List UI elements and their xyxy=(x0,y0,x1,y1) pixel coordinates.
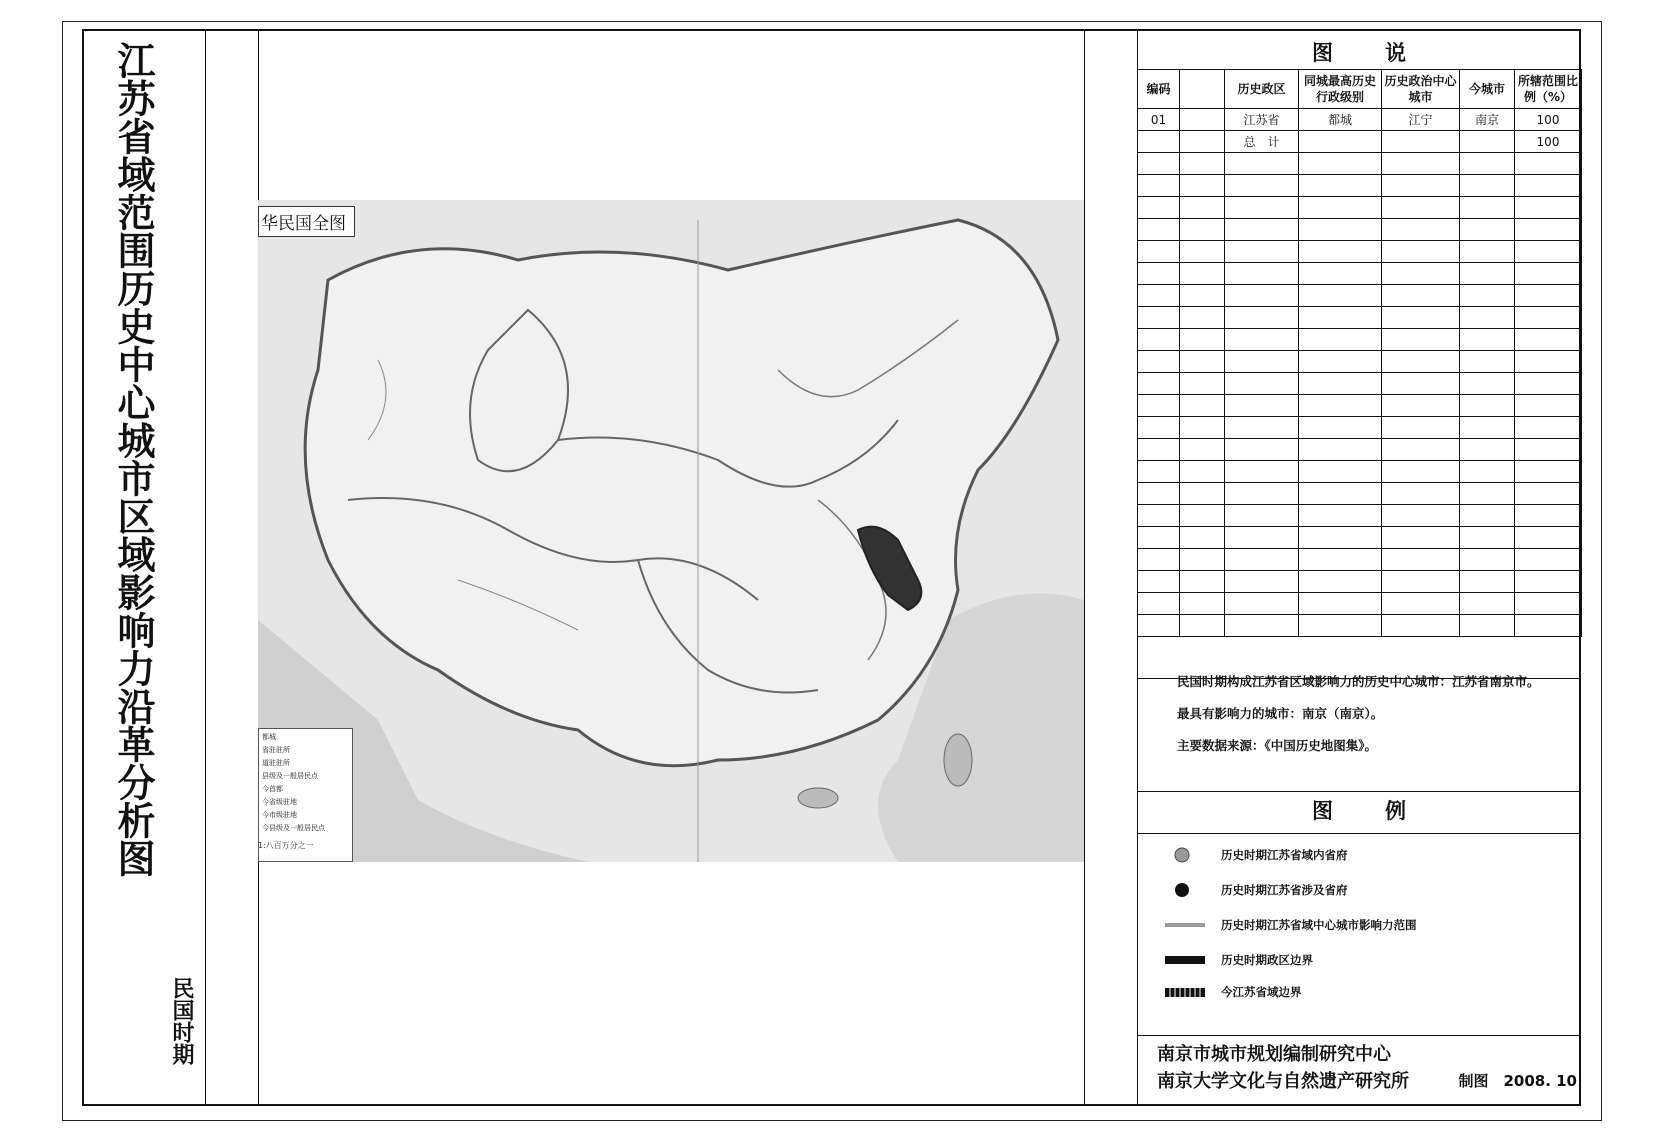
notes-section xyxy=(1177,666,1577,762)
table-cell xyxy=(1138,329,1180,351)
table-row xyxy=(1138,285,1582,307)
table-cell xyxy=(1299,483,1382,505)
table-cell xyxy=(1225,373,1299,395)
table-cell xyxy=(1138,351,1180,373)
table-cell xyxy=(1225,307,1299,329)
table-cell xyxy=(1138,461,1180,483)
table-cell xyxy=(1515,505,1582,527)
table-cell xyxy=(1138,373,1180,395)
map-scale: 1:八百万分之一 xyxy=(258,841,314,850)
header-cell: 同城最高历史行政级别 xyxy=(1299,70,1382,109)
table-cell xyxy=(1225,549,1299,571)
table-row xyxy=(1138,197,1582,219)
table-cell xyxy=(1225,483,1299,505)
table-cell xyxy=(1225,461,1299,483)
table-cell xyxy=(1299,307,1382,329)
table-row xyxy=(1138,439,1582,461)
table-cell xyxy=(1460,263,1515,285)
hatched-bar-icon xyxy=(1165,984,1205,1000)
table-cell xyxy=(1515,263,1582,285)
table-cell xyxy=(1225,175,1299,197)
table-cell xyxy=(1138,417,1180,439)
table-cell xyxy=(1138,549,1180,571)
table-cell: 都城 xyxy=(1299,109,1382,131)
table-row xyxy=(1138,351,1582,373)
table-cell xyxy=(1460,439,1515,461)
table-cell xyxy=(1460,373,1515,395)
table-cell xyxy=(1138,505,1180,527)
table-row xyxy=(1138,417,1582,439)
table-cell xyxy=(1299,527,1382,549)
table-cell xyxy=(1225,571,1299,593)
table-cell: 南京 xyxy=(1460,109,1515,131)
table-cell xyxy=(1299,263,1382,285)
table-cell xyxy=(1180,395,1225,417)
table-cell xyxy=(1138,131,1180,153)
table-cell xyxy=(1515,461,1582,483)
table-cell xyxy=(1460,285,1515,307)
table-cell xyxy=(1180,373,1225,395)
table-cell xyxy=(1138,395,1180,417)
table-cell xyxy=(1138,197,1180,219)
table-cell xyxy=(1299,219,1382,241)
note-line: 主要数据来源：《中国历史地图集》。 xyxy=(1177,738,1378,753)
table-cell xyxy=(1299,549,1382,571)
table-cell xyxy=(1382,263,1460,285)
table-cell xyxy=(1180,241,1225,263)
table-header-row xyxy=(1138,70,1582,109)
key-label: 历史时期政区边界 xyxy=(1221,953,1313,967)
map-legend-item: 省驻驻所 xyxy=(262,746,290,754)
note-line: 最具有影响力的城市：南京（南京）。 xyxy=(1177,706,1384,721)
table-cell xyxy=(1382,439,1460,461)
table-cell xyxy=(1180,351,1225,373)
table-cell xyxy=(1382,483,1460,505)
table-cell xyxy=(1382,527,1460,549)
table-cell xyxy=(1515,527,1582,549)
map-legend-item: 道驻驻所 xyxy=(262,759,290,767)
table-cell xyxy=(1460,329,1515,351)
map-title: 华民国全图 xyxy=(258,206,355,237)
table-row xyxy=(1138,373,1582,395)
table-row xyxy=(1138,219,1582,241)
table-cell xyxy=(1299,241,1382,263)
table-cell xyxy=(1225,395,1299,417)
key-title: 图例 xyxy=(1312,799,1458,823)
header-cell: 今城市 xyxy=(1460,70,1515,109)
table-cell xyxy=(1225,351,1299,373)
table-row xyxy=(1138,109,1582,131)
outer-border-left xyxy=(62,21,63,1120)
table-cell xyxy=(1138,241,1180,263)
table-cell xyxy=(1225,329,1299,351)
table-cell xyxy=(1460,505,1515,527)
map-legend-item: 今县级及一般居民点 xyxy=(262,824,325,832)
table-cell xyxy=(1460,175,1515,197)
table-cell xyxy=(1180,615,1225,637)
table-cell xyxy=(1299,197,1382,219)
table-cell xyxy=(1138,527,1180,549)
title-column xyxy=(82,29,205,1106)
table-cell xyxy=(1460,153,1515,175)
outer-border-top xyxy=(62,21,1602,22)
table-cell xyxy=(1460,549,1515,571)
table-cell xyxy=(1225,263,1299,285)
table-cell xyxy=(1382,373,1460,395)
table-cell xyxy=(1180,197,1225,219)
drawing-date: 制图 2008. 10 xyxy=(1458,1072,1577,1090)
table-cell xyxy=(1138,219,1180,241)
table-cell: 江苏省 xyxy=(1225,109,1299,131)
history-table xyxy=(1137,69,1582,637)
table-row xyxy=(1138,241,1582,263)
legend-title: 图说 xyxy=(1312,41,1458,65)
table-cell xyxy=(1180,593,1225,615)
table-cell xyxy=(1299,175,1382,197)
table-row xyxy=(1138,571,1582,593)
map-graphic xyxy=(258,200,1084,862)
table-cell xyxy=(1225,197,1299,219)
map-legend-item: 今市级驻地 xyxy=(262,811,297,819)
table-cell xyxy=(1460,615,1515,637)
table-cell xyxy=(1180,439,1225,461)
table-cell xyxy=(1382,241,1460,263)
table-cell xyxy=(1382,175,1460,197)
table-cell xyxy=(1299,131,1382,153)
table-cell xyxy=(1138,307,1180,329)
table-cell xyxy=(1382,571,1460,593)
table-cell xyxy=(1515,153,1582,175)
table-cell xyxy=(1180,571,1225,593)
table-cell xyxy=(1515,373,1582,395)
table-cell xyxy=(1225,285,1299,307)
table-row xyxy=(1138,461,1582,483)
section-divider xyxy=(1137,791,1581,792)
table-cell xyxy=(1299,571,1382,593)
key-label: 历史时期江苏省域中心城市影响力范围 xyxy=(1221,918,1417,932)
period-subtitle: 民国时期 xyxy=(169,977,194,1065)
table-cell xyxy=(1225,241,1299,263)
table-cell: 01 xyxy=(1138,109,1180,131)
table-cell xyxy=(1138,285,1180,307)
table-cell xyxy=(1225,417,1299,439)
table-cell xyxy=(1460,241,1515,263)
table-cell xyxy=(1299,439,1382,461)
table-cell xyxy=(1515,285,1582,307)
black-circle-icon xyxy=(1165,882,1205,898)
table-row xyxy=(1138,615,1582,637)
table-cell xyxy=(1138,153,1180,175)
table-cell xyxy=(1138,593,1180,615)
table-cell xyxy=(1515,241,1582,263)
table-cell xyxy=(1460,417,1515,439)
map-legend-item: 今首都 xyxy=(262,785,283,793)
table-cell xyxy=(1180,285,1225,307)
table-row xyxy=(1138,153,1582,175)
table-cell xyxy=(1460,131,1515,153)
table-cell xyxy=(1180,483,1225,505)
table-cell xyxy=(1299,505,1382,527)
table-row xyxy=(1138,483,1582,505)
table-cell xyxy=(1299,153,1382,175)
historical-map[interactable] xyxy=(258,200,1084,862)
table-cell xyxy=(1382,593,1460,615)
section-divider xyxy=(1137,833,1581,834)
header-cell: 编码 xyxy=(1138,70,1180,109)
table-cell xyxy=(1299,395,1382,417)
map-legend-item: 县级及一般居民点 xyxy=(262,772,318,780)
table-cell xyxy=(1460,197,1515,219)
gray-line-icon xyxy=(1165,917,1205,933)
table-cell: 总 计 xyxy=(1225,131,1299,153)
table-cell xyxy=(1180,175,1225,197)
table-row xyxy=(1138,549,1582,571)
table-cell xyxy=(1382,461,1460,483)
table-cell xyxy=(1225,527,1299,549)
table-cell xyxy=(1515,615,1582,637)
table-cell xyxy=(1382,219,1460,241)
table-cell xyxy=(1515,549,1582,571)
table-cell xyxy=(1138,175,1180,197)
table-cell xyxy=(1180,461,1225,483)
table-cell xyxy=(1515,329,1582,351)
header-cell: 历史政治中心城市 xyxy=(1382,70,1460,109)
table-cell xyxy=(1515,417,1582,439)
header-cell xyxy=(1180,70,1225,109)
table-cell xyxy=(1382,549,1460,571)
table-cell: 江宁 xyxy=(1382,109,1460,131)
table-row xyxy=(1138,593,1582,615)
map-legend-item: 都城 xyxy=(262,733,276,741)
organization-2: 南京大学文化与自然遗产研究所 xyxy=(1157,1071,1409,1092)
table-cell xyxy=(1515,219,1582,241)
table-cell xyxy=(1180,263,1225,285)
legend-panel xyxy=(1137,29,1581,1106)
table-cell xyxy=(1138,571,1180,593)
key-label: 历史时期江苏省域内省府 xyxy=(1221,848,1348,862)
table-cell xyxy=(1225,505,1299,527)
table-cell xyxy=(1180,329,1225,351)
gray-circle-icon xyxy=(1165,847,1205,863)
table-cell xyxy=(1460,307,1515,329)
table-cell xyxy=(1180,219,1225,241)
table-cell xyxy=(1515,197,1582,219)
table-cell xyxy=(1180,549,1225,571)
table-cell xyxy=(1382,131,1460,153)
table-cell xyxy=(1515,175,1582,197)
table-cell xyxy=(1460,351,1515,373)
table-row xyxy=(1138,131,1582,153)
key-label: 历史时期江苏省涉及省府 xyxy=(1221,883,1348,897)
table-cell xyxy=(1515,439,1582,461)
footer-credits xyxy=(1157,1041,1577,1095)
table-cell xyxy=(1299,373,1382,395)
table-cell xyxy=(1299,285,1382,307)
table-cell xyxy=(1515,571,1582,593)
table-cell xyxy=(1515,483,1582,505)
table-cell xyxy=(1515,395,1582,417)
table-cell xyxy=(1460,571,1515,593)
table-cell xyxy=(1382,615,1460,637)
table-cell xyxy=(1460,593,1515,615)
table-row xyxy=(1138,307,1582,329)
outer-border-bottom xyxy=(62,1120,1602,1121)
table-cell xyxy=(1138,263,1180,285)
table-cell xyxy=(1382,285,1460,307)
table-cell xyxy=(1382,351,1460,373)
table-cell xyxy=(1460,219,1515,241)
table-cell: 100 xyxy=(1515,109,1582,131)
table-cell xyxy=(1138,483,1180,505)
table-cell xyxy=(1180,505,1225,527)
key-label: 今江苏省域边界 xyxy=(1221,985,1302,999)
map-legend-item: 今省级驻地 xyxy=(262,798,297,806)
table-cell xyxy=(1299,351,1382,373)
table-row xyxy=(1138,263,1582,285)
column-divider xyxy=(1084,29,1085,1106)
table-cell xyxy=(1382,417,1460,439)
table-cell xyxy=(1460,395,1515,417)
table-cell xyxy=(1382,197,1460,219)
table-cell xyxy=(1180,131,1225,153)
table-cell xyxy=(1382,329,1460,351)
table-row xyxy=(1138,175,1582,197)
table-cell xyxy=(1299,329,1382,351)
table-cell xyxy=(1382,395,1460,417)
table-cell xyxy=(1180,417,1225,439)
table-cell xyxy=(1180,527,1225,549)
organization-1: 南京市城市规划编制研究中心 xyxy=(1157,1044,1391,1065)
column-divider xyxy=(205,29,206,1106)
table-cell xyxy=(1460,461,1515,483)
table-cell xyxy=(1225,615,1299,637)
table-cell xyxy=(1225,219,1299,241)
table-row xyxy=(1138,505,1582,527)
table-cell xyxy=(1382,153,1460,175)
outer-border-right xyxy=(1601,21,1602,1120)
table-cell xyxy=(1299,417,1382,439)
table-cell xyxy=(1460,483,1515,505)
table-cell xyxy=(1180,153,1225,175)
header-cell: 所辖范围比例（%） xyxy=(1515,70,1582,109)
main-title: 江苏省域范围历史中心城市区域影响力沿革分析图 xyxy=(111,41,155,877)
table-row xyxy=(1138,527,1582,549)
table-cell xyxy=(1225,439,1299,461)
table-cell xyxy=(1382,307,1460,329)
table-cell xyxy=(1382,505,1460,527)
table-cell xyxy=(1299,615,1382,637)
table-row xyxy=(1138,329,1582,351)
table-cell xyxy=(1138,615,1180,637)
table-cell xyxy=(1180,307,1225,329)
note-line: 民国时期构成江苏省区域影响力的历史中心城市：江苏省南京市。 xyxy=(1177,674,1540,689)
table-cell xyxy=(1299,593,1382,615)
table-row xyxy=(1138,395,1582,417)
table-cell: 100 xyxy=(1515,131,1582,153)
table-cell xyxy=(1138,439,1180,461)
table-cell xyxy=(1515,593,1582,615)
table-cell xyxy=(1515,351,1582,373)
header-cell: 历史政区 xyxy=(1225,70,1299,109)
table-cell xyxy=(1225,593,1299,615)
section-divider xyxy=(1137,1035,1581,1036)
thick-black-bar-icon xyxy=(1165,952,1205,968)
table-cell xyxy=(1180,109,1225,131)
table-cell xyxy=(1460,527,1515,549)
table-cell xyxy=(1515,307,1582,329)
table-cell xyxy=(1225,153,1299,175)
table-cell xyxy=(1299,461,1382,483)
